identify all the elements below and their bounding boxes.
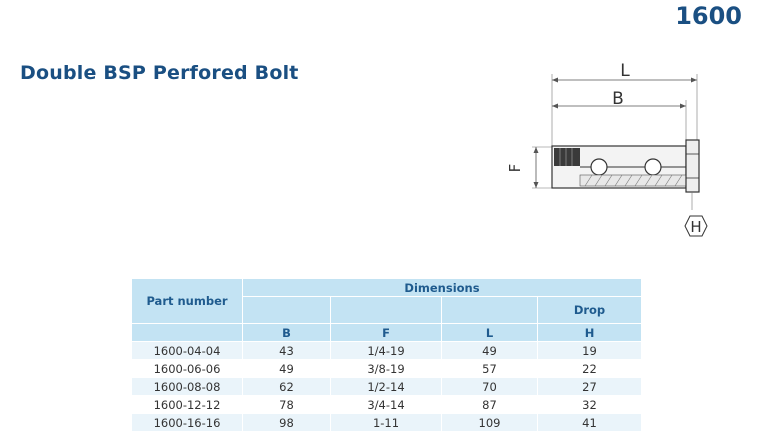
- f-cell: 3/4-14: [331, 396, 442, 414]
- blank-header-cell: [442, 297, 538, 324]
- b-cell: 43: [243, 342, 331, 360]
- part-number-cell: 1600-08-08: [132, 378, 243, 396]
- dimension-label-f: F: [506, 163, 524, 173]
- h-cell: 19: [538, 342, 642, 360]
- part-number-header: Part number: [132, 279, 243, 324]
- bolt-drawing: [500, 50, 735, 250]
- f-cell: 1/4-19: [331, 342, 442, 360]
- f-cell: 3/8-19: [331, 360, 442, 378]
- product-code: 1600: [675, 2, 742, 30]
- blank-header-cell: [243, 297, 331, 324]
- table-row: [132, 360, 642, 378]
- l-cell: 57: [442, 360, 538, 378]
- table-row: [132, 378, 642, 396]
- part-number-cell: 1600-06-06: [132, 360, 243, 378]
- l-cell: 70: [442, 378, 538, 396]
- part-number-cell: 1600-16-16: [132, 414, 243, 432]
- dimension-label-l: L: [620, 61, 630, 81]
- dimensions-header: Dimensions: [243, 279, 642, 297]
- h-cell: 32: [538, 396, 642, 414]
- dimension-label-b: B: [612, 89, 624, 109]
- dimension-label-h: H: [690, 218, 702, 236]
- blank-header-cell: [331, 297, 442, 324]
- table-row: [132, 342, 642, 360]
- l-cell: 109: [442, 414, 538, 432]
- column-header-h: H: [538, 324, 642, 342]
- b-cell: 78: [243, 396, 331, 414]
- h-cell: 27: [538, 378, 642, 396]
- h-cell: 41: [538, 414, 642, 432]
- column-header-b: B: [243, 324, 331, 342]
- f-cell: 1/2-14: [331, 378, 442, 396]
- page-title: Double BSP Perfored Bolt: [20, 62, 299, 84]
- l-cell: 87: [442, 396, 538, 414]
- part-number-cell: 1600-12-12: [132, 396, 243, 414]
- column-header-f: F: [331, 324, 442, 342]
- table-row: [132, 396, 642, 414]
- b-cell: 98: [243, 414, 331, 432]
- b-cell: 49: [243, 360, 331, 378]
- l-cell: 49: [442, 342, 538, 360]
- dimensions-table: [131, 278, 642, 432]
- part-number-cell: 1600-04-04: [132, 342, 243, 360]
- column-header-l: L: [442, 324, 538, 342]
- f-cell: 1-11: [331, 414, 442, 432]
- drop-header: Drop: [538, 297, 642, 324]
- b-cell: 62: [243, 378, 331, 396]
- table-row: [132, 414, 642, 432]
- h-cell: 22: [538, 360, 642, 378]
- blank-header-cell: [132, 324, 243, 342]
